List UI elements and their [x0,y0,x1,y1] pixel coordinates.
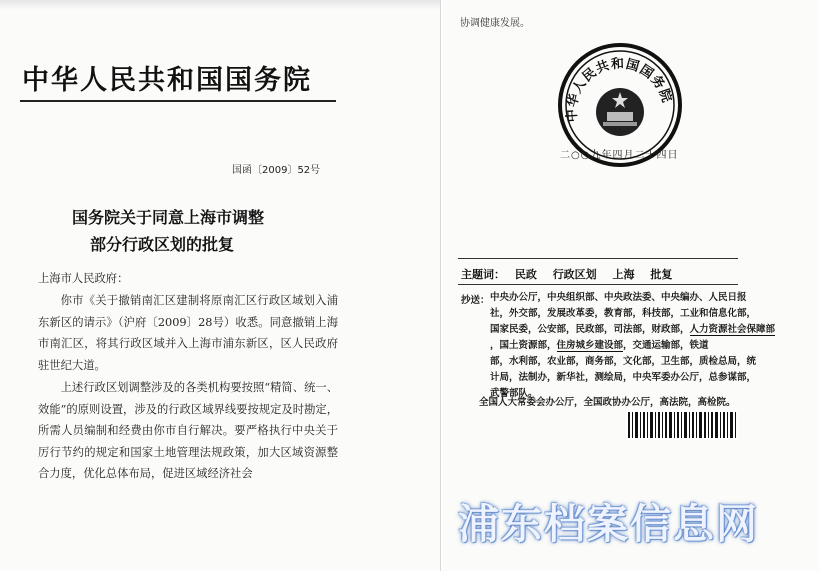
cc-segment: ，国土资源部， [490,340,557,351]
cc-underlined-ministry: 住房城乡建设部 [556,340,624,351]
subject-word: 批复 [650,268,673,281]
cc-line: 部，水利部，农业部，商务部，文化部，卫生部，质检总局，统 [490,356,757,367]
svg-text:中华人民共和国国务院: 中华人民共和国国务院 [564,56,675,123]
cc-line-npc: 全国人大常委会办公厅，全国政协办公厅，高法院，高检院。 [479,397,736,408]
cc-line [490,338,709,354]
national-emblem-icon [596,88,644,136]
document-barcode [626,410,738,440]
subject-keywords [461,266,684,282]
masthead: 中华人民共和国国务院 [22,65,312,96]
issue-date: 二○○九年四月二十四日 [560,150,679,161]
page-shadow [0,0,440,10]
subject-word: 行政区划 [552,268,597,281]
cc-line: 计局，法制办，新华社，测绘局，中央军委办公厅，总参谋部， [490,372,757,383]
cc-line [490,322,775,338]
cc-label: 抄送： [461,295,490,306]
continuation-text: 协调健康发展。 [460,18,530,29]
paragraph-2: 上述行政区划调整涉及的各类机构要按照“精简、统一、效能”的原则设置，涉及的行政区域界线要按规定及时勘定，所需人员编制和经费由你市自行解决。要严格执行中央关于厉行节约的规定和国家土地管理法规政策，加大区域资源整合力度，优化总体布局，促进区域经济社会 [38,381,338,481]
doc-title-line2: 部分行政区划的批复 [89,235,234,254]
cc-line: 中央办公厅，中央组织部、中央政法委、中央编办、人民日报 [490,292,747,303]
cc-line: 社，外交部，发展改革委，教育部，科技部，工业和信息化部， [490,308,757,319]
site-watermark: 浦东档案信息网 [458,500,759,548]
salutation: 上海市人民政府： [38,272,129,285]
cc-segment: ，交通运输部，铁道 [623,340,709,351]
cc-underlined-ministry: 人力资源社会保障部 [689,324,776,335]
doc-title-line1: 国务院关于同意上海市调整 [71,208,264,227]
subject-word: 民政 [514,268,537,281]
cc-line: 武警部队。 [490,388,538,399]
paragraph-1: 你市《关于撤销南汇区建制将原南汇区行政区域划入浦东新区的请示》（沪府〔2009〕28号）收悉。同意撤销上海市南汇区，将其行政区域并入上海市浦东新区，区人民政府驻世纪大道。 [38,294,338,372]
doc-number: 国函〔2009〕52号 [232,165,321,176]
subject-word: 上海 [612,268,635,281]
divider-top [458,258,738,259]
masthead-rule [20,100,336,102]
subject-label: 主题词： [461,268,505,281]
cc-segment: 国家民委，公安部，民政部，司法部，财政部， [490,324,690,335]
divider-middle [458,284,738,285]
